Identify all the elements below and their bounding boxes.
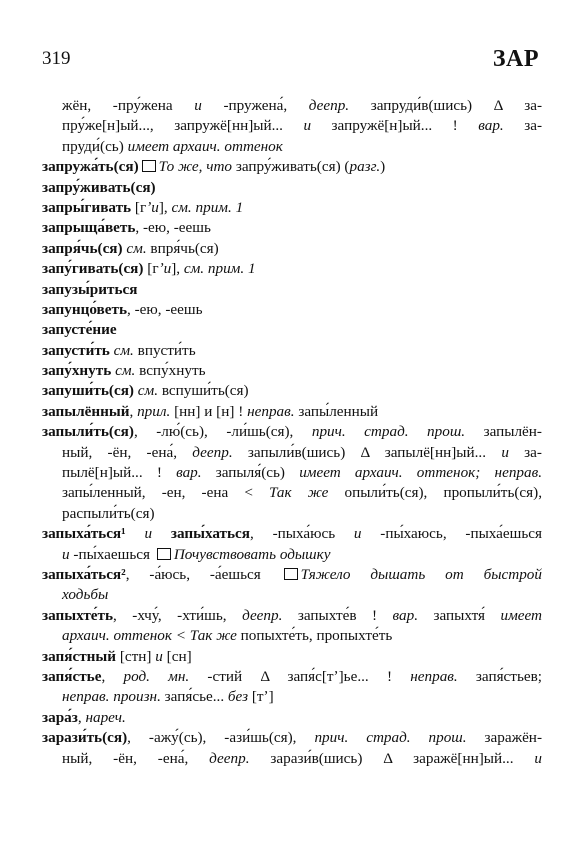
entry-text: -стий Δ запя́с[тʼ]ье... ! xyxy=(189,667,411,685)
entry-text: за- xyxy=(503,117,542,135)
italic-note: и xyxy=(62,545,70,563)
entry-line xyxy=(42,300,542,320)
italic-note: и xyxy=(534,749,542,767)
italic-note: см. прим. 1 xyxy=(183,260,256,278)
page-header xyxy=(42,46,539,76)
headword: зара́з xyxy=(42,708,78,726)
entry-text: впусти́ть xyxy=(133,341,196,359)
entry-text: -пы́хаешься xyxy=(69,545,154,563)
entry-continuation-line xyxy=(42,626,542,646)
italic-note: деепр. xyxy=(242,606,283,624)
headword: запры́гивать xyxy=(42,198,132,216)
italic-note: Так же xyxy=(269,484,329,502)
italic-note: см. xyxy=(137,382,159,400)
entry-text: запы́ленный, -ен, -ена < xyxy=(62,484,269,502)
entry-text: за- xyxy=(508,443,542,461)
italic-note: прич. страд. прош. xyxy=(314,729,467,747)
entry-text: , xyxy=(101,667,124,685)
italic-note: деепр. xyxy=(192,443,233,461)
entry-text xyxy=(152,525,171,542)
entry-text: ный, -ён, -ена́, xyxy=(62,443,193,461)
entry-text: [нн] и [н] ! xyxy=(170,402,248,420)
headword: запрыща́веть xyxy=(42,219,136,237)
headword: зарази́ть(ся) xyxy=(42,729,128,747)
headword: запу́хнуть xyxy=(42,362,112,380)
entry-line xyxy=(42,341,542,361)
italic-note: прил. xyxy=(137,402,171,420)
headword: запусте́ние xyxy=(42,321,117,339)
headword: запя́стный xyxy=(42,647,117,665)
entry-text: запылён- xyxy=(465,423,542,441)
entry-text: заражён- xyxy=(466,729,542,747)
entry-text: ], xyxy=(158,198,172,216)
entry-continuation-line xyxy=(42,585,542,605)
entry-line xyxy=(42,565,542,585)
headword: запу́гивать(ся) xyxy=(42,260,144,278)
entry-line xyxy=(42,381,542,401)
headword: запря́чь(ся) xyxy=(42,239,123,257)
entry-line xyxy=(42,218,542,238)
entry-text: -пы́хаюсь, -пыха́ешься xyxy=(361,525,542,543)
italic-note: имеет архаич. оттенок xyxy=(127,137,283,155)
italic-note: вар. xyxy=(392,606,419,624)
entry-line xyxy=(42,606,542,626)
entry-text: запыля́(сь) xyxy=(201,464,300,482)
entry-continuation-line xyxy=(42,749,542,769)
italic-note: деепр. xyxy=(308,97,350,114)
page-number: 319 xyxy=(42,48,71,69)
entry-text: вспуши́ть(ся) xyxy=(158,382,249,400)
italic-note: ʼи xyxy=(146,198,159,216)
italic-note: Почувствовать одышку xyxy=(173,545,331,563)
entry-line xyxy=(42,157,542,177)
italic-note: деепр. xyxy=(209,749,250,767)
entry-text: [стн] xyxy=(116,647,156,665)
entry-line xyxy=(42,198,542,218)
entry-text: , -хчу́, -хти́шь, xyxy=(113,606,243,624)
headword: запружа́ть(ся) xyxy=(42,158,139,176)
entry-text: [г xyxy=(131,198,147,216)
entry-continuation-line xyxy=(42,687,542,707)
entry-line xyxy=(42,280,542,300)
entry-text: запыхте́в ! xyxy=(282,606,393,624)
entry-text: зарази́в(шись) Δ заражё[нн]ый... xyxy=(249,749,535,767)
italic-note: род. мн. xyxy=(123,667,190,685)
entry-continuation-line xyxy=(42,545,542,565)
entry-text: запружё[н]ый... ! xyxy=(311,117,479,135)
entry-text: запруди́в(шись) Δ за- xyxy=(349,97,542,114)
entry-line xyxy=(42,647,542,667)
entry-text: запя́сье... xyxy=(160,688,228,706)
entry-line xyxy=(42,524,542,544)
headword: запыхте́ть xyxy=(42,606,114,624)
entry-line xyxy=(42,708,542,728)
entry-text: попыхте́ть, пропыхте́ть xyxy=(236,627,393,645)
headword: запусти́ть xyxy=(42,341,110,359)
italic-note: прич. страд. прош. xyxy=(311,423,466,441)
entry-text: запы́ленный xyxy=(294,402,379,420)
entry-text: , -лю́(сь), -ли́шь(ся), xyxy=(133,423,312,441)
entry-continuation-line xyxy=(42,504,542,524)
entry-text: запыли́в(шись) Δ запылё[нн]ый... xyxy=(232,443,502,461)
entry-line xyxy=(42,259,542,279)
entry-text: [г xyxy=(143,260,159,278)
italic-note: см. xyxy=(115,362,136,380)
headword: запузы́риться xyxy=(42,280,138,298)
entry-text: ], xyxy=(171,260,184,278)
entry-continuation-line xyxy=(42,96,542,116)
entry-text: жён, -пру́жена xyxy=(62,97,195,114)
headword: запыха́ться¹ xyxy=(42,525,126,543)
italic-note: и xyxy=(501,443,509,461)
italic-note: вар. xyxy=(478,117,504,135)
entry-line xyxy=(42,178,542,198)
entry-text: , -пыха́юсь xyxy=(250,525,354,543)
entry-continuation-line xyxy=(42,483,542,503)
entry-text: , xyxy=(129,402,138,420)
italic-note: вар. xyxy=(176,464,202,482)
entry-continuation-line xyxy=(42,463,542,483)
headword: запыха́ться² xyxy=(42,565,126,583)
italic-note: ʼи xyxy=(158,260,172,278)
entry-text: -пружена́, xyxy=(201,97,309,114)
entry-line xyxy=(42,422,542,442)
headword: запунцо́веть xyxy=(42,300,127,318)
entry-text: , -ею, -еешь xyxy=(127,300,203,318)
entry-continuation-line xyxy=(42,443,542,463)
entry-line xyxy=(42,239,542,259)
italic-note: см. xyxy=(113,341,134,359)
entry-line xyxy=(42,728,542,748)
entry-text: пру́же[н]ый..., запружё[нн]ый... xyxy=(62,117,304,135)
italic-note: и xyxy=(353,525,362,543)
headword: запы́хаться xyxy=(170,525,251,543)
headword: запыли́ть(ся) xyxy=(42,423,134,441)
entry-line xyxy=(42,361,542,381)
entry-text: , -ажу́(сь), -ази́шь(ся), xyxy=(127,729,315,747)
headword: запя́стье xyxy=(42,667,102,685)
italic-note: без xyxy=(227,688,249,706)
entry-text: , -а́юсь, -а́ешься xyxy=(125,565,281,583)
dictionary-entries xyxy=(42,96,542,769)
italic-note: нареч. xyxy=(85,708,126,726)
entry-text: пруди́(сь) xyxy=(62,137,128,155)
entry-text: распыли́ть(ся) xyxy=(62,504,155,522)
italic-note: разг. xyxy=(349,158,381,176)
entry-line xyxy=(42,320,542,340)
entry-text: ) xyxy=(380,158,386,176)
italic-note: см. xyxy=(126,239,147,257)
italic-note: неправ. xyxy=(410,667,458,685)
italic-note: архаич. оттенок < Так же xyxy=(62,627,237,645)
entry-text: запя́стьев; xyxy=(457,667,542,685)
entry-continuation-line xyxy=(42,116,542,136)
italic-note: и xyxy=(303,117,312,135)
definition-box-icon xyxy=(284,568,298,580)
entry-text: вспу́хнуть xyxy=(135,362,206,380)
entry-text: ный, -ён, -ена́, xyxy=(62,749,210,767)
italic-note: неправ. xyxy=(247,402,295,420)
italic-note: То же, что xyxy=(158,158,233,176)
definition-box-icon xyxy=(157,548,171,560)
headword: запылённый xyxy=(42,402,130,420)
italic-note: неправ. произн. xyxy=(62,688,161,706)
entry-text: , -ею, -еешь xyxy=(135,219,211,237)
italic-note: Тяжело дышать от быстрой xyxy=(300,565,542,583)
running-head: ЗАР xyxy=(492,46,539,72)
italic-note: и xyxy=(144,525,153,543)
italic-note: ходьбы xyxy=(62,586,109,604)
italic-note: и xyxy=(194,97,202,114)
entry-text: [тʼ] xyxy=(248,688,274,706)
italic-note: имеет архаич. оттенок; неправ. xyxy=(299,464,542,482)
entry-line xyxy=(42,667,542,687)
entry-text: пылё[н]ый... ! xyxy=(62,464,177,482)
entry-text: , xyxy=(77,708,86,726)
entry-continuation-line xyxy=(42,137,542,157)
entry-text: впря́чь(ся) xyxy=(146,239,219,257)
entry-text: [сн] xyxy=(162,647,192,665)
entry-text: опыли́ть(ся), пропыли́ть(ся), xyxy=(328,484,542,502)
italic-note: и xyxy=(155,647,163,665)
entry-text: запыхтя́ xyxy=(418,606,501,624)
headword: запуши́ть(ся) xyxy=(42,382,134,400)
italic-note: см. прим. 1 xyxy=(171,198,244,216)
headword: запру́живать(ся) xyxy=(42,178,156,196)
entry-text: запру́живать(ся) ( xyxy=(232,158,350,176)
definition-box-icon xyxy=(142,160,156,172)
entry-line xyxy=(42,402,542,422)
italic-note: имеет xyxy=(500,606,542,624)
entry-text xyxy=(126,525,145,542)
